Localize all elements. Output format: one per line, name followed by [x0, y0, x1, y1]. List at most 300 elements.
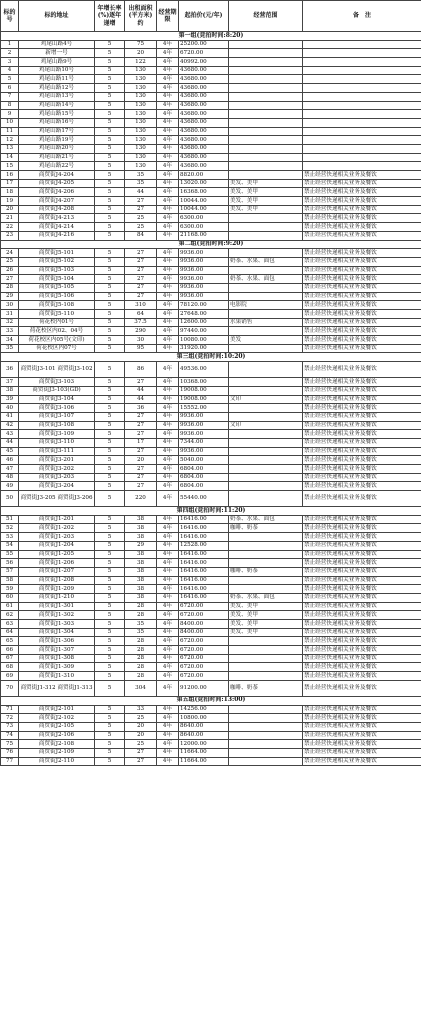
cell-area: 25 [125, 714, 157, 723]
cell-business-scope [229, 731, 303, 740]
cell-area: 130 [125, 136, 157, 145]
table-row [1, 386, 421, 395]
cell-no: 56 [1, 559, 19, 568]
table-row [1, 231, 421, 240]
table-row [1, 136, 421, 145]
cell-no: 4 [1, 66, 19, 75]
cell-start-price: 9936.00 [179, 275, 229, 284]
cell-business-scope [229, 127, 303, 136]
table-row [1, 620, 421, 629]
table-row [1, 171, 421, 180]
cell-term: 4年 [157, 66, 179, 75]
cell-growth-rate: 5 [95, 310, 125, 319]
cell-no: 76 [1, 748, 19, 757]
table-row [1, 646, 421, 655]
cell-start-price: 43680.00 [179, 153, 229, 162]
cell-area: 38 [125, 559, 157, 568]
cell-area: 17 [125, 438, 157, 447]
cell-business-scope [229, 757, 303, 766]
cell-area: 95 [125, 344, 157, 353]
cell-term: 4年 [157, 144, 179, 153]
cell-business-scope: 美发、美甲 [229, 628, 303, 637]
cell-business-scope [229, 231, 303, 240]
cell-start-price: 12528.00 [179, 541, 229, 550]
cell-note [303, 49, 421, 58]
cell-area: 28 [125, 663, 157, 672]
cell-business-scope: 美发、美甲 [229, 188, 303, 197]
cell-area: 27 [125, 205, 157, 214]
cell-note: 禁止经营快递相关业务及餐饮 [303, 171, 421, 180]
cell-no: 9 [1, 110, 19, 119]
table-row [1, 205, 421, 214]
cell-no: 6 [1, 84, 19, 93]
cell-start-price: 10368.00 [179, 378, 229, 387]
cell-growth-rate: 5 [95, 722, 125, 731]
cell-area: 75 [125, 40, 157, 49]
cell-area: 36 [125, 404, 157, 413]
cell-area: 130 [125, 75, 157, 84]
cell-area: 25 [125, 214, 157, 223]
cell-start-price: 13020.00 [179, 179, 229, 188]
cell-address: 商贸街J1-303 [19, 620, 95, 629]
cell-area: 310 [125, 301, 157, 310]
cell-start-price: 8640.00 [179, 722, 229, 731]
cell-business-scope [229, 748, 303, 757]
cell-note [303, 110, 421, 119]
cell-start-price: 19008.00 [179, 395, 229, 404]
cell-business-scope [229, 84, 303, 93]
table-row [1, 318, 421, 327]
cell-term: 4年 [157, 593, 179, 602]
cell-no: 74 [1, 731, 19, 740]
cell-area: 38 [125, 593, 157, 602]
cell-growth-rate: 5 [95, 593, 125, 602]
cell-term: 4年 [157, 127, 179, 136]
header-address: 标的地址 [19, 1, 95, 32]
cell-area: 33 [125, 705, 157, 714]
cell-business-scope [229, 456, 303, 465]
cell-no: 60 [1, 593, 19, 602]
table-row [1, 533, 421, 542]
cell-note: 禁止经营快递相关业务及餐饮 [303, 672, 421, 681]
cell-no: 68 [1, 663, 19, 672]
cell-term: 4年 [157, 136, 179, 145]
cell-no: 64 [1, 628, 19, 637]
cell-address: 商贸街J5-106 [19, 292, 95, 301]
cell-address: 鸡尾山路12号 [19, 84, 95, 93]
cell-address: 鸡尾山路10号 [19, 66, 95, 75]
cell-address: 商贸街J3-201 [19, 456, 95, 465]
cell-address: 商贸街J1-208 [19, 576, 95, 585]
cell-term: 4年 [157, 705, 179, 714]
cell-note: 禁止经营快递相关业务及餐饮 [303, 378, 421, 387]
cell-area: 27 [125, 430, 157, 439]
cell-term: 4年 [157, 75, 179, 84]
cell-note: 禁止经营快递相关业务及餐饮 [303, 386, 421, 395]
cell-note: 禁止经营快递相关业务及餐饮 [303, 533, 421, 542]
cell-business-scope: 美发、美甲 [229, 205, 303, 214]
cell-business-scope: 咖啡、奶茶 [229, 524, 303, 533]
cell-term: 4年 [157, 153, 179, 162]
cell-start-price: 10044.00 [179, 205, 229, 214]
cell-address: 商贸街J1-204 [19, 541, 95, 550]
cell-area: 27 [125, 447, 157, 456]
cell-no: 20 [1, 205, 19, 214]
cell-term: 4年 [157, 327, 179, 336]
cell-business-scope [229, 49, 303, 58]
cell-term: 4年 [157, 231, 179, 240]
cell-note: 禁止经营快递相关业务及餐饮 [303, 447, 421, 456]
cell-note: 禁止经营快递相关业务及餐饮 [303, 757, 421, 766]
cell-start-price: 16416.00 [179, 533, 229, 542]
cell-growth-rate: 5 [95, 292, 125, 301]
cell-growth-rate: 5 [95, 362, 125, 378]
table-row [1, 257, 421, 266]
cell-growth-rate: 5 [95, 541, 125, 550]
cell-address: 商贸街J4-207 [19, 197, 95, 206]
table-row [1, 456, 421, 465]
cell-note: 禁止经营快递相关业务及餐饮 [303, 362, 421, 378]
cell-note: 禁止经营快递相关业务及餐饮 [303, 602, 421, 611]
cell-term: 4年 [157, 386, 179, 395]
cell-address: 商贸街J2-110 [19, 757, 95, 766]
cell-address: 荷花校区内02、04号 [19, 327, 95, 336]
cell-no: 29 [1, 292, 19, 301]
cell-address: 商贸街J3-203 [19, 473, 95, 482]
cell-growth-rate: 5 [95, 637, 125, 646]
cell-growth-rate: 5 [95, 438, 125, 447]
cell-note [303, 127, 421, 136]
cell-term: 4年 [157, 344, 179, 353]
cell-growth-rate: 5 [95, 118, 125, 127]
cell-growth-rate: 5 [95, 757, 125, 766]
table-row [1, 585, 421, 594]
cell-no: 25 [1, 257, 19, 266]
group-title: 第五组(竞拍时间:13:00) [1, 696, 421, 705]
cell-address: 商贸街J1-306 [19, 637, 95, 646]
cell-business-scope [229, 144, 303, 153]
table-row [1, 465, 421, 474]
cell-area: 64 [125, 310, 157, 319]
cell-business-scope: 美发、美甲 [229, 620, 303, 629]
cell-growth-rate: 5 [95, 318, 125, 327]
cell-no: 33 [1, 327, 19, 336]
group-title: 第一组(竞拍时间:8:20) [1, 32, 421, 41]
cell-business-scope [229, 362, 303, 378]
group-header-row [1, 32, 421, 41]
cell-business-scope [229, 447, 303, 456]
cell-growth-rate: 5 [95, 567, 125, 576]
cell-term: 4年 [157, 171, 179, 180]
cell-term: 4年 [157, 447, 179, 456]
cell-address: 鸡尾山路13号 [19, 92, 95, 101]
cell-growth-rate: 5 [95, 482, 125, 491]
cell-business-scope [229, 465, 303, 474]
cell-start-price: 11664.00 [179, 748, 229, 757]
cell-no: 19 [1, 197, 19, 206]
cell-no: 22 [1, 223, 19, 232]
table-row [1, 40, 421, 49]
cell-growth-rate: 5 [95, 75, 125, 84]
cell-growth-rate: 5 [95, 197, 125, 206]
table-row [1, 327, 421, 336]
cell-area: 27 [125, 266, 157, 275]
cell-start-price: 16368.00 [179, 188, 229, 197]
cell-business-scope [229, 162, 303, 171]
cell-business-scope [229, 663, 303, 672]
cell-growth-rate: 5 [95, 680, 125, 696]
cell-area: 130 [125, 162, 157, 171]
cell-area: 130 [125, 92, 157, 101]
cell-address: 商贸街J5-101 [19, 249, 95, 258]
cell-growth-rate: 5 [95, 162, 125, 171]
table-body [1, 32, 421, 766]
cell-address: 鸡尾山路19号 [19, 136, 95, 145]
table-row [1, 672, 421, 681]
cell-start-price: 43680.00 [179, 110, 229, 119]
cell-address: 商贸街J2-106 [19, 731, 95, 740]
cell-term: 4年 [157, 628, 179, 637]
cell-term: 4年 [157, 456, 179, 465]
cell-note: 禁止经营快递相关业务及餐饮 [303, 188, 421, 197]
cell-note: 禁止经营快递相关业务及餐饮 [303, 465, 421, 474]
table-row [1, 301, 421, 310]
cell-note [303, 84, 421, 93]
cell-business-scope [229, 40, 303, 49]
cell-note: 禁止经营快递相关业务及餐饮 [303, 740, 421, 749]
table-row [1, 292, 421, 301]
cell-address: 鸡尾山路16号 [19, 118, 95, 127]
cell-term: 4年 [157, 249, 179, 258]
cell-note: 禁止经营快递相关业务及餐饮 [303, 748, 421, 757]
cell-no: 32 [1, 318, 19, 327]
cell-term: 4年 [157, 680, 179, 696]
cell-address: 荷花校区内07号 [19, 344, 95, 353]
table-row [1, 438, 421, 447]
cell-growth-rate: 5 [95, 49, 125, 58]
cell-area: 20 [125, 49, 157, 58]
cell-address: 商贸街J3-104 [19, 395, 95, 404]
cell-area: 27 [125, 465, 157, 474]
cell-no: 37 [1, 378, 19, 387]
cell-no: 73 [1, 722, 19, 731]
cell-note: 禁止经营快递相关业务及餐饮 [303, 430, 421, 439]
cell-term: 4年 [157, 257, 179, 266]
cell-address: 商贸街J1-302 [19, 611, 95, 620]
cell-term: 4年 [157, 92, 179, 101]
cell-growth-rate: 5 [95, 101, 125, 110]
cell-note: 禁止经营快递相关业务及餐饮 [303, 283, 421, 292]
cell-start-price: 7344.00 [179, 438, 229, 447]
cell-term: 4年 [157, 515, 179, 524]
cell-area: 38 [125, 524, 157, 533]
cell-area: 28 [125, 654, 157, 663]
cell-term: 4年 [157, 740, 179, 749]
cell-address: 新增一号 [19, 49, 95, 58]
cell-start-price: 21168.00 [179, 231, 229, 240]
cell-growth-rate: 5 [95, 66, 125, 75]
cell-area: 28 [125, 611, 157, 620]
cell-term: 4年 [157, 533, 179, 542]
cell-business-scope [229, 576, 303, 585]
cell-area: 28 [125, 602, 157, 611]
table-row [1, 567, 421, 576]
cell-term: 4年 [157, 731, 179, 740]
cell-area: 28 [125, 637, 157, 646]
cell-area: 25 [125, 740, 157, 749]
header-area: 出租面积(平方米)约 [125, 1, 157, 32]
cell-start-price: 25200.00 [179, 40, 229, 49]
cell-term: 4年 [157, 49, 179, 58]
cell-no: 16 [1, 171, 19, 180]
table-row [1, 602, 421, 611]
table-row [1, 430, 421, 439]
header-row [1, 1, 421, 32]
cell-note: 禁止经营快递相关业务及餐饮 [303, 456, 421, 465]
cell-growth-rate: 5 [95, 465, 125, 474]
cell-start-price: 9936.00 [179, 292, 229, 301]
table-row [1, 412, 421, 421]
cell-start-price: 14256.00 [179, 705, 229, 714]
cell-area: 130 [125, 110, 157, 119]
header-no: 标的号 [1, 1, 19, 32]
cell-term: 4年 [157, 491, 179, 507]
cell-no: 58 [1, 576, 19, 585]
cell-term: 4年 [157, 266, 179, 275]
cell-address: 商贸街J4-216 [19, 231, 95, 240]
cell-address: 商贸街J5-103 [19, 266, 95, 275]
cell-no: 23 [1, 231, 19, 240]
table-row [1, 576, 421, 585]
cell-term: 4年 [157, 620, 179, 629]
cell-address: 商贸街J5-108 [19, 301, 95, 310]
table-row [1, 541, 421, 550]
table-row [1, 266, 421, 275]
cell-area: 38 [125, 576, 157, 585]
cell-start-price: 12000.00 [179, 740, 229, 749]
cell-start-price: 6804.00 [179, 482, 229, 491]
cell-growth-rate: 5 [95, 301, 125, 310]
cell-start-price: 43680.00 [179, 101, 229, 110]
cell-address: 商贸街J2-109 [19, 748, 95, 757]
cell-address: 商贸街J5-110 [19, 310, 95, 319]
header-note: 备 注 [303, 1, 421, 32]
cell-note [303, 58, 421, 67]
cell-note: 禁止经营快递相关业务及餐饮 [303, 249, 421, 258]
cell-no: 65 [1, 637, 19, 646]
cell-term: 4年 [157, 611, 179, 620]
table-row [1, 748, 421, 757]
cell-growth-rate: 5 [95, 550, 125, 559]
cell-growth-rate: 5 [95, 447, 125, 456]
cell-note: 禁止经营快递相关业务及餐饮 [303, 412, 421, 421]
cell-business-scope: 美发 [229, 336, 303, 345]
cell-no: 1 [1, 40, 19, 49]
table-header [1, 1, 421, 32]
header-term: 经营期限 [157, 1, 179, 32]
cell-start-price: 10044.00 [179, 197, 229, 206]
cell-start-price: 5040.00 [179, 456, 229, 465]
cell-start-price: 6720.00 [179, 672, 229, 681]
cell-business-scope [229, 482, 303, 491]
cell-address: 商贸街J3-101 商贸街J3-102 [19, 362, 95, 378]
cell-start-price: 9936.00 [179, 412, 229, 421]
cell-term: 4年 [157, 84, 179, 93]
cell-no: 61 [1, 602, 19, 611]
cell-growth-rate: 5 [95, 628, 125, 637]
cell-growth-rate: 5 [95, 386, 125, 395]
cell-growth-rate: 5 [95, 344, 125, 353]
cell-address: 鸡尾山路17号 [19, 127, 95, 136]
cell-growth-rate: 5 [95, 153, 125, 162]
cell-growth-rate: 5 [95, 559, 125, 568]
cell-area: 38 [125, 515, 157, 524]
cell-term: 4年 [157, 722, 179, 731]
cell-area: 130 [125, 84, 157, 93]
cell-note [303, 75, 421, 84]
cell-area: 35 [125, 171, 157, 180]
cell-start-price: 55440.00 [179, 491, 229, 507]
cell-term: 4年 [157, 602, 179, 611]
cell-area: 44 [125, 188, 157, 197]
cell-area: 38 [125, 567, 157, 576]
cell-business-scope [229, 550, 303, 559]
table-row [1, 75, 421, 84]
cell-note: 禁止经营快递相关业务及餐饮 [303, 646, 421, 655]
cell-note: 禁止经营快递相关业务及餐饮 [303, 205, 421, 214]
cell-start-price: 43680.00 [179, 84, 229, 93]
cell-note: 禁止经营快递相关业务及餐饮 [303, 524, 421, 533]
cell-area: 35 [125, 620, 157, 629]
table-row [1, 559, 421, 568]
cell-no: 51 [1, 515, 19, 524]
cell-start-price: 6804.00 [179, 465, 229, 474]
cell-start-price: 27648.00 [179, 310, 229, 319]
cell-term: 4年 [157, 654, 179, 663]
cell-growth-rate: 5 [95, 456, 125, 465]
cell-term: 4年 [157, 197, 179, 206]
cell-business-scope [229, 283, 303, 292]
cell-area: 35 [125, 628, 157, 637]
table-row [1, 593, 421, 602]
cell-growth-rate: 5 [95, 524, 125, 533]
cell-area: 37.5 [125, 318, 157, 327]
cell-term: 4年 [157, 524, 179, 533]
cell-note: 禁止经营快递相关业务及餐饮 [303, 559, 421, 568]
cell-area: 27 [125, 283, 157, 292]
cell-growth-rate: 5 [95, 136, 125, 145]
table-row [1, 49, 421, 58]
cell-term: 4年 [157, 336, 179, 345]
table-row [1, 362, 421, 378]
cell-term: 4年 [157, 482, 179, 491]
cell-term: 4年 [157, 58, 179, 67]
cell-no: 17 [1, 179, 19, 188]
cell-note: 禁止经营快递相关业务及餐饮 [303, 611, 421, 620]
cell-note: 禁止经营快递相关业务及餐饮 [303, 654, 421, 663]
cell-note: 禁止经营快递相关业务及餐饮 [303, 628, 421, 637]
cell-term: 4年 [157, 275, 179, 284]
cell-no: 49 [1, 482, 19, 491]
cell-growth-rate: 5 [95, 84, 125, 93]
cell-address: 商贸街J1-301 [19, 602, 95, 611]
cell-growth-rate: 5 [95, 602, 125, 611]
cell-no: 40 [1, 404, 19, 413]
cell-term: 4年 [157, 438, 179, 447]
cell-start-price: 43680.00 [179, 162, 229, 171]
cell-no: 31 [1, 310, 19, 319]
cell-no: 8 [1, 101, 19, 110]
